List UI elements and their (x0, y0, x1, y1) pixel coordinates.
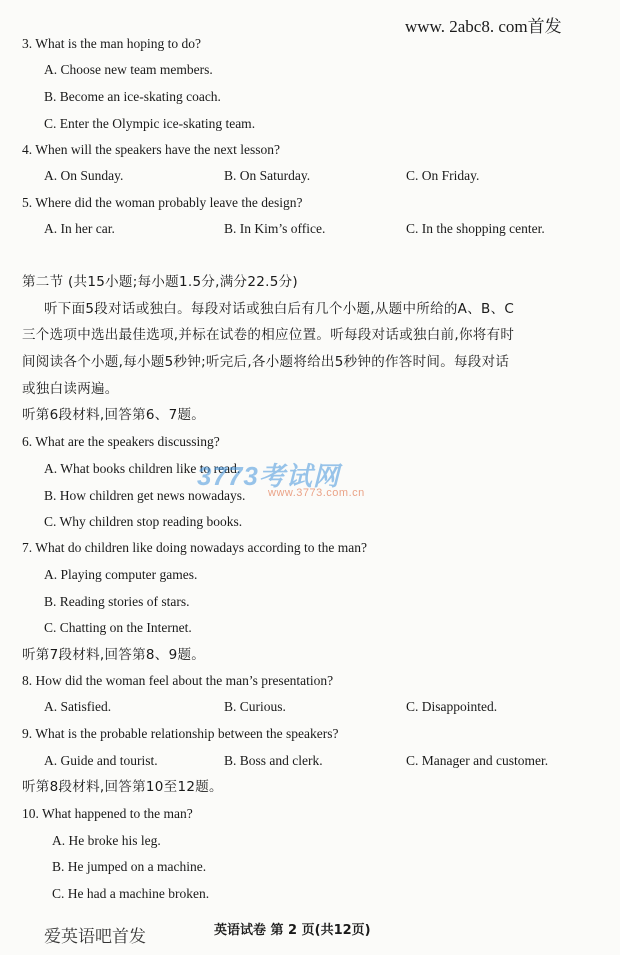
question-4-option-a: A. On Sunday. (44, 168, 124, 183)
question-4-option-b: B. On Saturday. (224, 168, 311, 183)
question-9-stem: 9. What is the probable relationship between the speakers? (22, 726, 339, 741)
question-6-option-c: C. Why children stop reading books. (44, 514, 243, 529)
question-5-option-b: B. In Kim’s office. (224, 221, 326, 236)
question-5-option-c: C. In the shopping center. (406, 221, 545, 236)
question-5-stem: 5. Where did the woman probably leave the design? (22, 195, 303, 210)
footer-page-number: 英语试卷 第 2 页(共12页) (214, 923, 371, 938)
question-8-option-a: A. Satisfied. (44, 699, 112, 714)
question-3-option-a: A. Choose new team members. (44, 62, 213, 77)
question-8-option-b: B. Curious. (224, 699, 286, 714)
question-7-stem: 7. What do children like doing nowadays according to the man? (22, 540, 368, 555)
watermark-logo: 3773考试网 (197, 461, 340, 491)
material-8-instruction: 听第8段材料,回答第10至12题。 (22, 779, 223, 795)
question-4-option-c: C. On Friday. (406, 168, 480, 183)
section-2-title: 第二节 (共15小题;每小题1.5分,满分22.5分) (22, 274, 298, 290)
section-2-instructions-line-2: 三个选项中选出最佳选项,并标在试卷的相应位置。听每段对话或独白前,你将有时 (22, 327, 515, 343)
question-7-option-a: A. Playing computer games. (44, 567, 198, 582)
question-10-stem: 10. What happened to the man? (22, 806, 193, 821)
question-9-option-c: C. Manager and customer. (406, 753, 549, 768)
question-10-option-a: A. He broke his leg. (52, 833, 161, 848)
question-7-option-b: B. Reading stories of stars. (44, 594, 190, 609)
question-6-stem: 6. What are the speakers discussing? (22, 434, 220, 449)
material-7-instruction: 听第7段材料,回答第8、9题。 (22, 647, 206, 663)
question-9-option-a: A. Guide and tourist. (44, 753, 158, 768)
question-8-stem: 8. How did the woman feel about the man’s presentation? (22, 673, 334, 688)
question-3-option-b: B. Become an ice-skating coach. (44, 89, 221, 104)
material-6-instruction: 听第6段材料,回答第6、7题。 (22, 407, 206, 423)
question-9-option-b: B. Boss and clerk. (224, 753, 323, 768)
footer-source-text: 爱英语吧首发 (44, 927, 146, 947)
question-3-stem: 3. What is the man hoping to do? (22, 36, 201, 51)
section-2-instructions-line-1: 听下面5段对话或独白。每段对话或独白后有几个小题,从题中所给的A、B、C (44, 301, 515, 317)
question-10-option-c: C. He had a machine broken. (52, 886, 210, 901)
question-8-option-c: C. Disappointed. (406, 699, 498, 714)
header-site-text: www. 2abc8. com首发 (405, 17, 562, 36)
question-5-option-a: A. In her car. (44, 221, 115, 236)
question-6-option-a: A. What books children like to read. (44, 461, 241, 476)
question-4-stem: 4. When will the speakers have the next lesson? (22, 142, 281, 157)
section-2-instructions-line-4: 或独白读两遍。 (22, 381, 119, 397)
question-10-option-b: B. He jumped on a machine. (52, 859, 207, 874)
watermark-url: www.3773.com.cn (268, 487, 365, 499)
section-2-instructions-line-3: 间阅读各个小题,每小题5秒钟;听完后,各小题将给出5秒钟的作答时间。每段对话 (22, 354, 510, 370)
question-3-option-c: C. Enter the Olympic ice-skating team. (44, 116, 256, 131)
question-6-option-b: B. How children get news nowadays. (44, 488, 246, 503)
question-7-option-c: C. Chatting on the Internet. (44, 620, 192, 635)
